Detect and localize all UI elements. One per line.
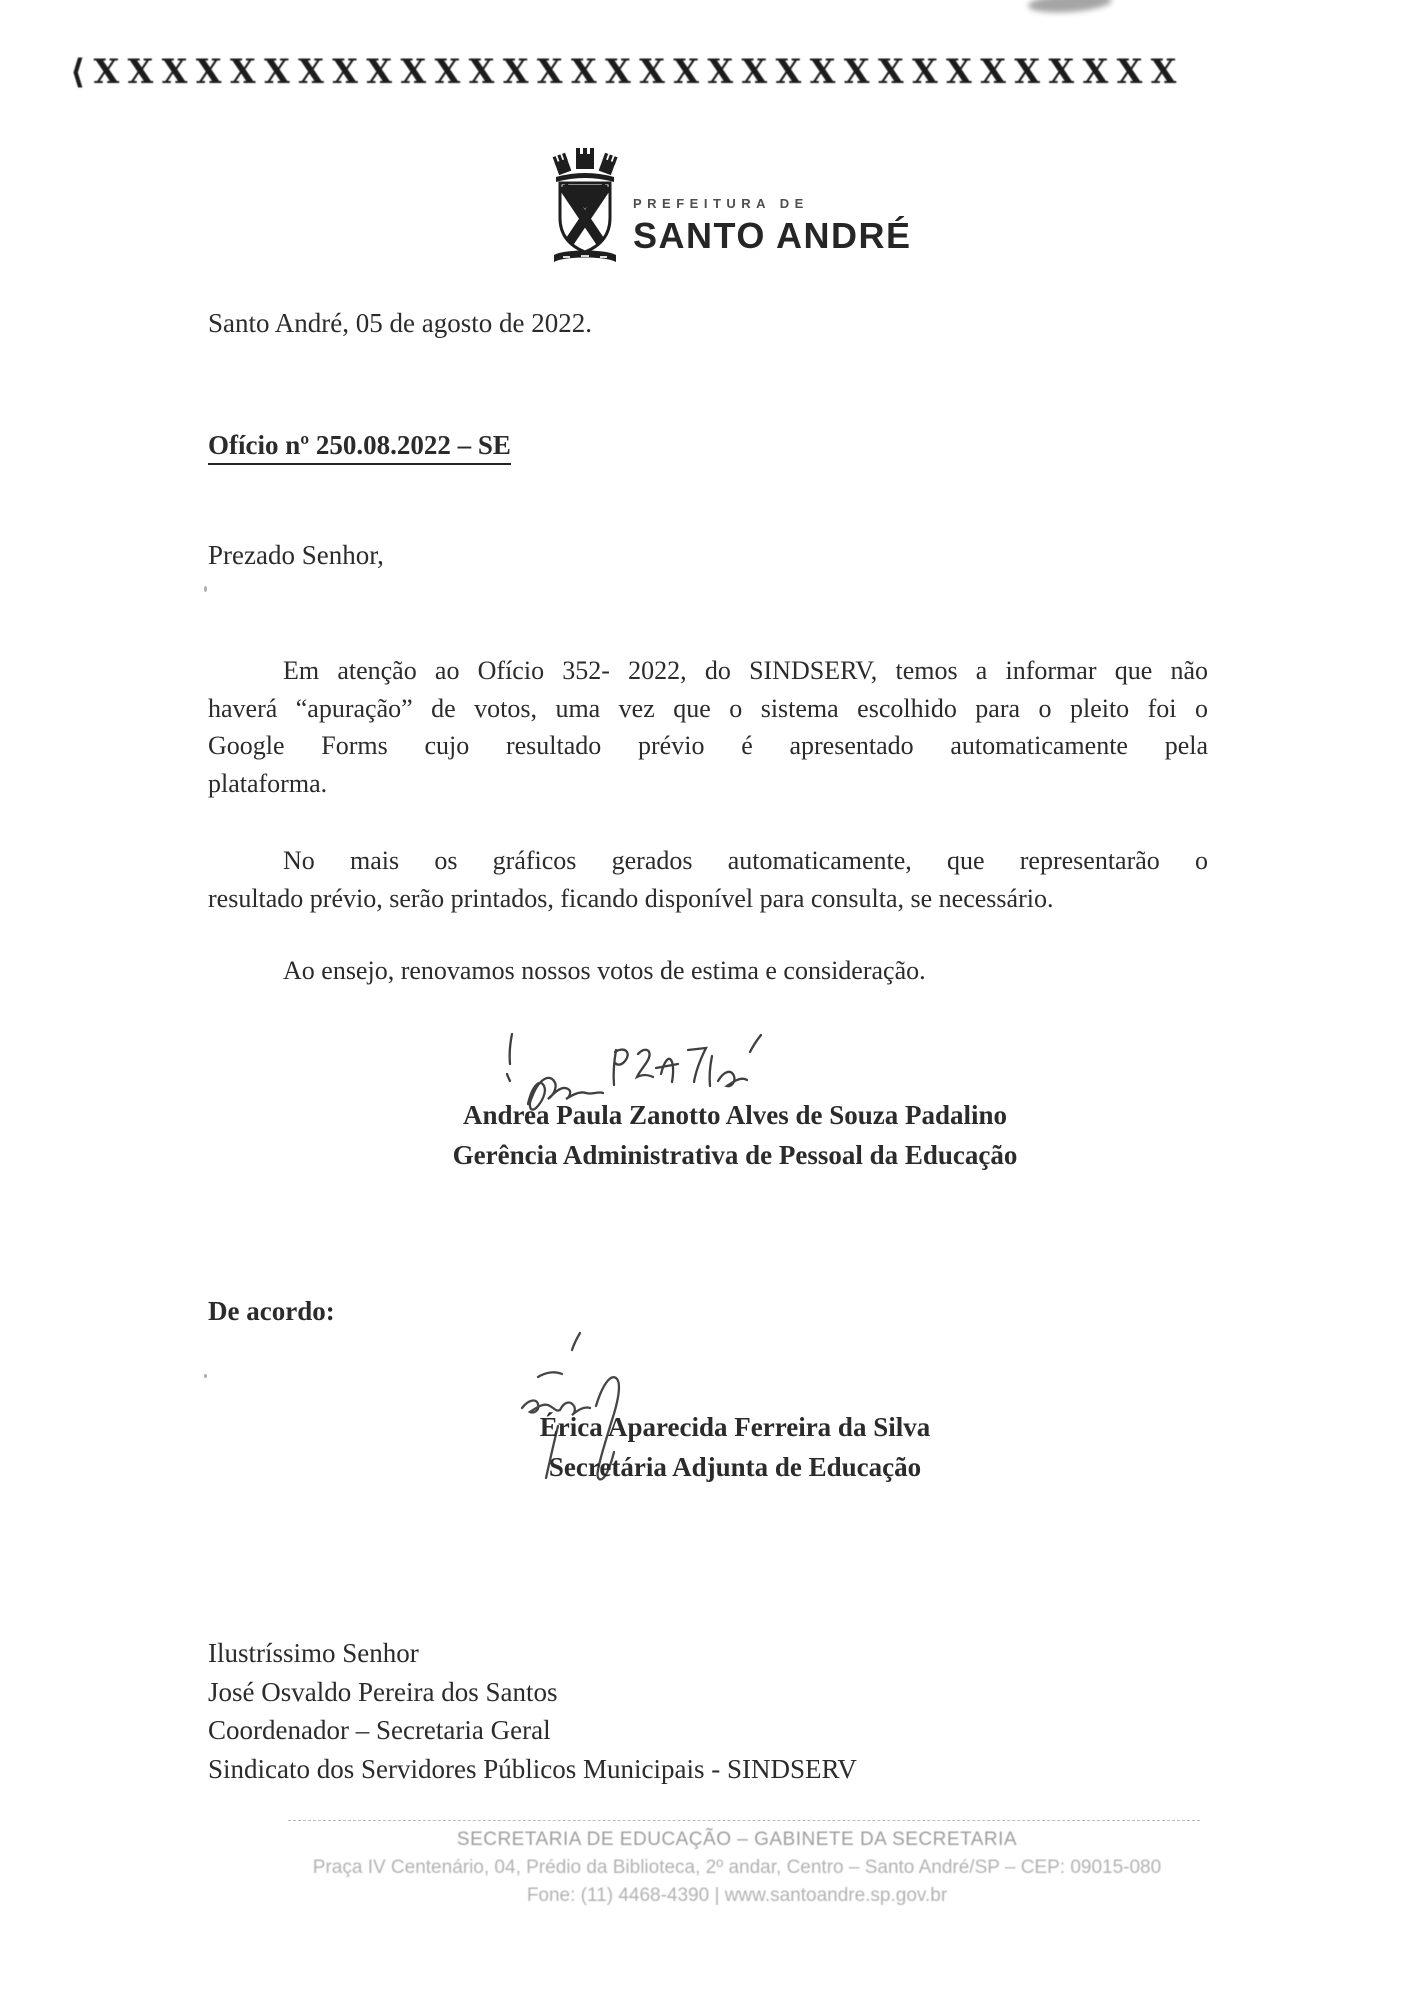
santo-andre-coat-of-arms-icon [550,146,620,268]
footer-address-line: Praça IV Centenário, 04, Prédio da Biblioteca, 2º andar, Centro – Santo André/SP – CEP: 09015-080 [312,1857,1162,1878]
letterhead-footer [127,1826,1347,1910]
signer1-name: Andrea Paula Zanotto Alves de Souza Padalino [462,1100,1008,1130]
paragraph-line: resultado prévio, serão printados, ficando disponível para consulta, se necessário. [208,883,1054,913]
signer2-title: Secretária Adjunta de Educação [548,1452,922,1482]
paragraph-line: haverá “apuração” de votos, uma vez que o sistema escolhido para o pleito foi o [208,693,1208,723]
paragraph-line: No mais os gráficos gerados automaticamente, que representarão o [283,846,1208,875]
letter-paragraph-3: Ao ensejo, renovamos nossos votos de estima e consideração. [283,956,926,985]
footer-phone-line: Fone: (11) 4468-4390 | www.santoandre.sp.gov.br [526,1885,948,1906]
recipient-line: Coordenador – Secretaria Geral [208,1715,551,1745]
recipient-line: José Osvaldo Pereira dos Santos [208,1676,558,1707]
footer-separator [288,1820,1200,1821]
signer2-name: Érica Aparecida Ferreira da Silva [539,1412,931,1442]
letter-reference-number: Ofício nº 250.08.2022 – SE [208,430,511,461]
recipient-line: Sindicato dos Servidores Públicos Municipais - SINDSERV [208,1753,857,1784]
scan-speck [204,586,207,592]
logo-org-small-label: PREFEITURA DE [633,196,809,211]
agreement-label: De acordo: [208,1296,335,1326]
fax-x-row-artifact: ⟨XXXXXXXXXXXXXXXXXXXXXXXXXXXXXXXX [70,51,1185,92]
recipient-block [208,1634,857,1788]
paragraph-line: Google Forms cujo resultado prévio é apresentado automaticamente pela [208,731,1208,760]
paragraph-line: Em atenção ao Ofício 352- 2022, do SINDSERV, temos a informar que não [283,656,1208,685]
recipient-line: Ilustríssimo Senhor [208,1638,419,1668]
footer-department-line: SECRETARIA DE EDUCAÇÃO – GABINETE DA SECRETARIA [456,1829,1018,1850]
city-logo [550,146,912,268]
signer1-title: Gerência Administrativa de Pessoal da Educação [452,1140,1018,1170]
logo-org-large-label: SANTO ANDRÉ [633,215,912,256]
paragraph-line: plataforma. [208,768,328,798]
scan-speck [204,1374,207,1378]
letter-paragraph-2 [208,842,1208,917]
letter-date-line: Santo André, 05 de agosto de 2022. [208,308,592,338]
letter-salutation: Prezado Senhor, [208,540,384,570]
scanner-smudge-artifact [1027,0,1112,15]
letter-paragraph-1 [208,652,1208,802]
